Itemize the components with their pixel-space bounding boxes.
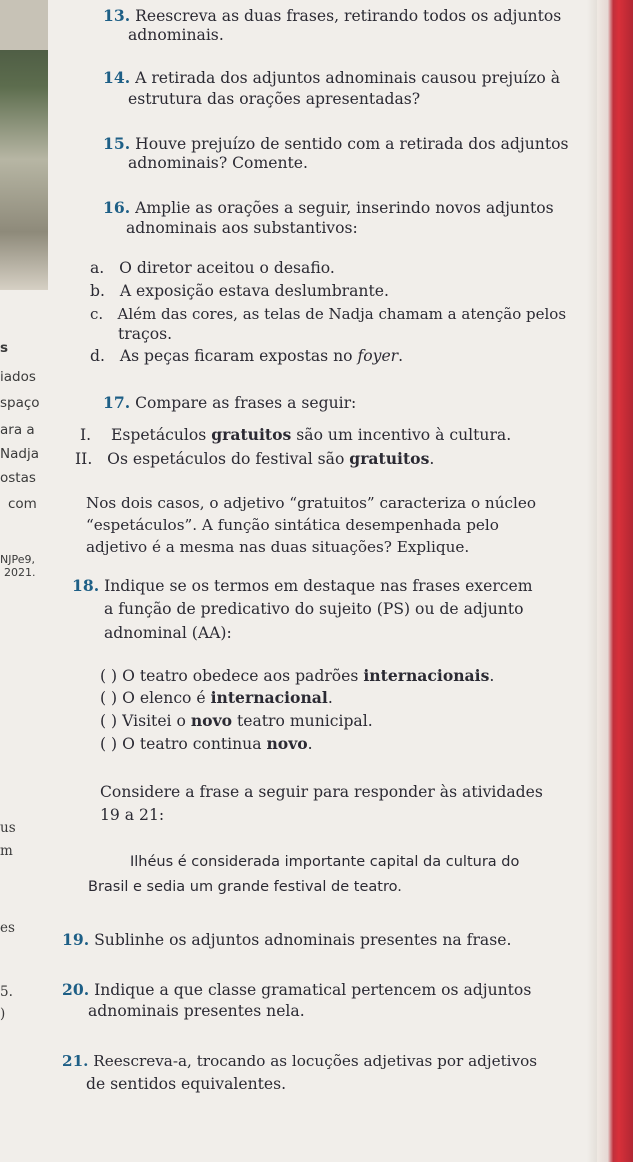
margin-fragment: 5. [0,984,13,1000]
question-number: 16. [103,198,131,217]
paragraph: Nos dois casos, o adjetivo “gratuitos” caracteriza o núcleo [86,494,536,512]
sentence-II: II. Os espetáculos do festival são gratuitos. [75,449,435,468]
question-text: adnominal (AA): [104,624,232,642]
margin-source-year: 2021. [4,566,36,579]
question-text: adnominais aos substantivos: [126,219,358,237]
question-text: Indique se os termos em destaque nas frases exercem [104,577,533,595]
paragraph: adjetivo é a mesma nas duas situações? Explique. [86,538,470,556]
answer-line: ( ) Visitei o novo teatro municipal. [100,711,373,730]
question-text: a função de predicativo do sujeito (PS) ou de adjunto [104,600,524,618]
question-text: adnominais. [128,26,224,44]
list-item: b. A exposição estava deslumbrante. [90,282,389,300]
margin-fragment: iados [0,369,36,385]
sentence-I: I. Espetáculos gratuitos são um incentivo à cultura. [80,425,512,444]
question-text: adnominais? Comente. [128,154,308,172]
margin-fragment: ostas [0,470,36,486]
instruction: 19 a 21: [100,806,165,824]
quoted-sentence: Ilhéus é considerada importante capital da cultura do [130,854,520,870]
question-16 [103,198,554,218]
question-text: Sublinhe os adjuntos adnominais presentes na frase. [94,931,512,949]
question-number: 18. [72,576,100,595]
question-text: adnominais presentes nela. [88,1002,305,1020]
question-number: 14. [103,68,131,87]
margin-source: NJPe9, [0,553,35,566]
question-text: Compare as frases a seguir: [135,394,357,412]
answer-blank[interactable]: ( ) [100,712,118,730]
question-13 [103,6,561,26]
list-item: d. As peças ficaram expostas no foyer. [90,347,404,365]
instruction: Considere a frase a seguir para responder às atividades [100,783,543,801]
margin-fragment: es [0,920,15,936]
margin-fragment: us [0,820,16,836]
margin-fragment: Nadja [0,446,39,462]
question-14 [103,68,560,88]
question-17 [103,393,356,413]
margin-fragment: com [8,496,37,512]
question-19 [62,930,511,950]
question-number: 17. [103,393,131,412]
list-item-continuation: traços. [118,325,173,343]
question-21 [62,1052,537,1071]
question-number: 13. [103,6,131,25]
question-text: Reescreva-a, trocando as locuções adjetivas por adjetivos [93,1052,538,1070]
margin-fragment: ara a [0,422,35,438]
quoted-sentence: Brasil e sedia um grande festival de teatro. [88,879,402,895]
list-item: a. O diretor aceitou o desafio. [90,259,335,277]
margin-fragment: ) [0,1006,6,1022]
margin-fragment: spaço [0,395,40,411]
question-20 [62,980,531,1000]
question-text: Houve prejuízo de sentido com a retirada dos adjuntos [135,135,569,153]
question-number: 21. [62,1052,89,1070]
question-text: Indique a que classe gramatical pertencem os adjuntos [94,981,532,999]
left-margin-photo [0,0,48,290]
answer-line: ( ) O teatro obedece aos padrões internacionais. [100,666,495,685]
question-text: de sentidos equivalentes. [86,1075,287,1093]
question-text: Reescreva as duas frases, retirando todos os adjuntos [135,7,562,25]
answer-blank[interactable]: ( ) [100,735,118,753]
question-number: 19. [62,930,90,949]
answer-line: ( ) O elenco é internacional. [100,688,333,707]
answer-blank[interactable]: ( ) [100,689,118,707]
question-text: estrutura das orações apresentadas? [128,90,421,108]
list-item: c. Além das cores, as telas de Nadja chamam a atenção pelos [90,305,567,323]
question-15 [103,134,568,154]
question-number: 15. [103,134,131,153]
red-page-edge [597,0,633,1162]
paragraph: “espetáculos”. A função sintática desempenhada pelo [86,516,499,534]
question-18 [72,576,533,596]
answer-blank[interactable]: ( ) [100,667,118,685]
answer-line: ( ) O teatro continua novo. [100,734,313,753]
question-text: A retirada dos adjuntos adnominais causou prejuízo à [135,69,561,87]
margin-fragment: s [0,340,9,356]
question-text: Amplie as orações a seguir, inserindo novos adjuntos [135,199,554,217]
question-number: 20. [62,980,90,999]
margin-fragment: m [0,843,13,859]
page-gutter-shade [587,0,597,1162]
